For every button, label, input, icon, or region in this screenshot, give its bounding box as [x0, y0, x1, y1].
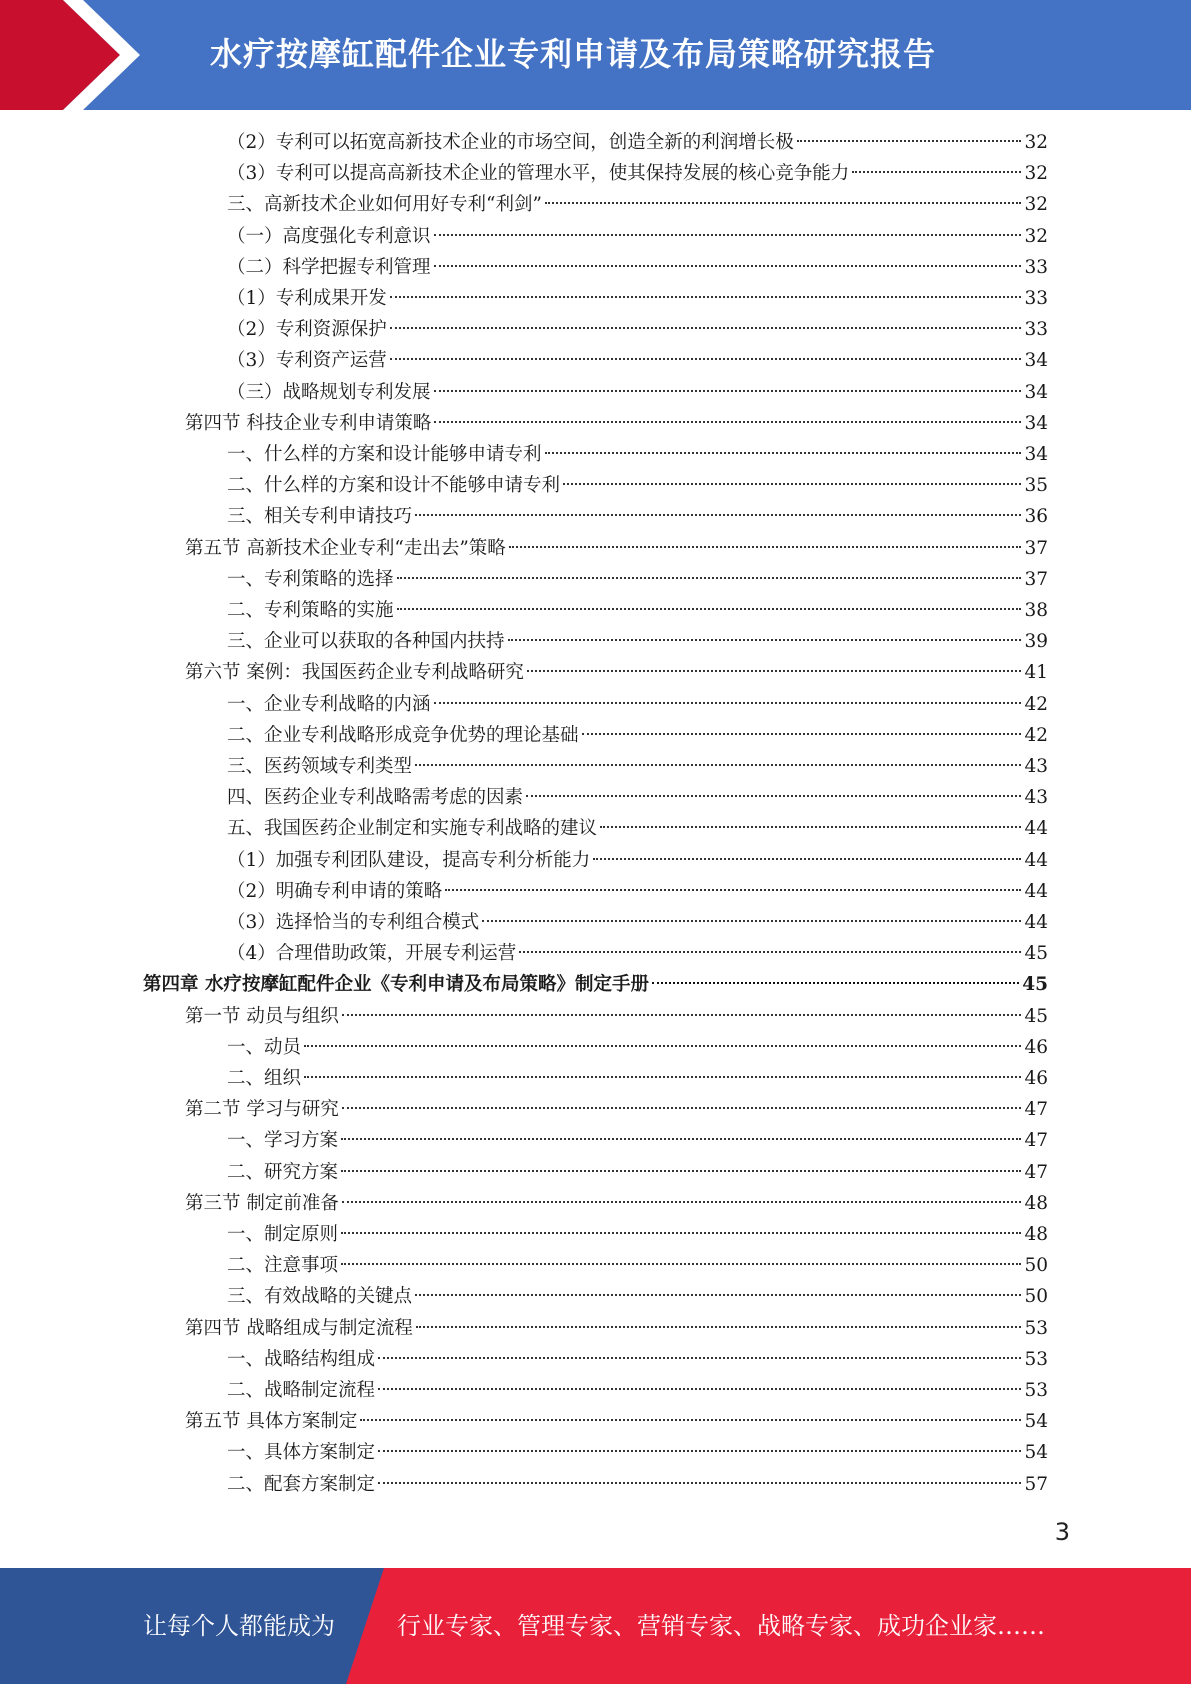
toc-dot-leader — [434, 390, 1022, 392]
toc-chapter-entry[interactable] — [143, 969, 1048, 1000]
toc-entry-page: 54 — [1024, 1442, 1048, 1464]
toc-entry[interactable] — [227, 689, 1048, 720]
toc-dot-leader — [341, 1170, 1021, 1172]
toc-dot-leader — [852, 171, 1021, 173]
toc-entry-label: （2）专利资源保护 — [227, 319, 387, 341]
toc-entry-page: 32 — [1024, 163, 1048, 185]
toc-entry-label: （2）明确专利申请的策略 — [227, 880, 443, 902]
toc-entry-page: 43 — [1024, 787, 1048, 809]
toc-entry[interactable] — [227, 564, 1048, 595]
toc-entry-page: 33 — [1024, 288, 1048, 309]
toc-entry-label: （一）高度强化专利意识 — [227, 225, 431, 247]
toc-entry-page: 32 — [1024, 132, 1048, 153]
toc-entry[interactable] — [227, 1469, 1048, 1500]
toc-entry[interactable] — [185, 1001, 1048, 1032]
toc-entry-label: 二、配套方案制定 — [227, 1473, 376, 1495]
toc-dot-leader — [390, 296, 1022, 298]
toc-dot-leader — [652, 982, 1019, 984]
toc-entry-label: 二、战略制定流程 — [227, 1380, 376, 1401]
toc-entry-label: （4）合理借助政策，开展专利运营 — [227, 943, 517, 965]
toc-entry[interactable] — [227, 1063, 1048, 1094]
toc-entry-page: 33 — [1024, 319, 1048, 341]
toc-entry-label: 第四节 战略组成与制定流程 — [185, 1317, 413, 1339]
toc-entry[interactable] — [227, 845, 1048, 876]
toc-entry-label: （3）选择恰当的专利组合模式 — [227, 912, 480, 933]
toc-dot-leader — [360, 1419, 1021, 1421]
toc-entry-page: 48 — [1024, 1224, 1048, 1245]
toc-entry-label: 三、有效战略的关键点 — [227, 1286, 413, 1308]
toc-entry-label: 一、动员 — [227, 1036, 302, 1058]
toc-entry-page: 50 — [1024, 1255, 1048, 1277]
toc-entry[interactable] — [227, 221, 1048, 252]
toc-entry-page: 44 — [1024, 818, 1048, 840]
toc-entry-label: 二、注意事项 — [227, 1255, 339, 1277]
toc-entry-page: 53 — [1024, 1317, 1048, 1339]
toc-entry[interactable] — [227, 439, 1048, 470]
toc-entry-label: 二、什么样的方案和设计不能够申请专利 — [227, 475, 561, 497]
toc-entry-page: 48 — [1024, 1192, 1048, 1214]
toc-entry[interactable] — [227, 1250, 1048, 1281]
toc-dot-leader — [378, 1482, 1021, 1484]
toc-dot-leader — [342, 1107, 1022, 1109]
toc-entry-page: 32 — [1024, 194, 1048, 216]
toc-entry[interactable] — [227, 751, 1048, 782]
toc-entry-page: 37 — [1024, 537, 1048, 559]
toc-entry[interactable] — [227, 158, 1048, 189]
toc-entry-label: （2）专利可以拓宽高新技术企业的市场空间，创造全新的利润增长极 — [227, 132, 794, 153]
toc-entry-label: 一、什么样的方案和设计能够申请专利 — [227, 444, 542, 465]
toc-dot-leader — [797, 140, 1022, 142]
toc-entry[interactable] — [227, 1344, 1048, 1375]
toc-entry-label: 第四节 科技企业专利申请策略 — [185, 412, 432, 434]
report-title: 水疗按摩缸配件企业专利申请及布局策略研究报告 — [210, 35, 937, 73]
toc-entry[interactable] — [227, 626, 1048, 657]
toc-entry-page: 36 — [1024, 506, 1048, 528]
toc-entry-label: （三）战略规划专利发展 — [227, 381, 431, 403]
toc-entry[interactable] — [185, 1313, 1048, 1344]
toc-dot-leader — [341, 1263, 1021, 1265]
toc-entry-label: 一、制定原则 — [227, 1224, 339, 1245]
toc-entry-label: （3）专利资产运营 — [227, 350, 387, 372]
toc-dot-leader — [600, 826, 1021, 828]
header-arrow-decoration — [0, 0, 160, 110]
toc-entry[interactable] — [227, 1375, 1048, 1406]
toc-entry-page: 46 — [1024, 1068, 1048, 1089]
toc-dot-leader — [415, 764, 1021, 766]
toc-entry-page: 34 — [1024, 350, 1048, 372]
toc-entry[interactable] — [227, 782, 1048, 813]
toc-entry[interactable] — [185, 657, 1048, 688]
toc-entry-label: 一、战略结构组成 — [227, 1348, 376, 1370]
toc-dot-leader — [378, 1357, 1021, 1359]
toc-entry-label: 二、企业专利战略形成竞争优势的理论基础 — [227, 724, 579, 746]
toc-entry-page: 53 — [1024, 1380, 1048, 1401]
toc-entry[interactable] — [185, 1188, 1048, 1219]
toc-entry-page: 45 — [1024, 943, 1048, 965]
toc-entry-page: 32 — [1024, 225, 1048, 247]
toc-entry[interactable] — [227, 1281, 1048, 1312]
toc-dot-leader — [434, 421, 1021, 423]
toc-entry[interactable] — [227, 345, 1048, 376]
page-footer — [0, 1568, 1191, 1684]
toc-entry-page: 47 — [1024, 1130, 1048, 1152]
toc-entry[interactable] — [227, 1437, 1048, 1468]
toc-entry-page: 45 — [1022, 974, 1048, 996]
toc-dot-leader — [341, 1232, 1021, 1234]
toc-entry[interactable] — [227, 1157, 1048, 1188]
toc-entry[interactable] — [185, 408, 1048, 439]
toc-entry[interactable] — [227, 720, 1048, 751]
toc-dot-leader — [416, 1326, 1022, 1328]
toc-entry-label: 二、专利策略的实施 — [227, 600, 394, 621]
toc-entry[interactable] — [227, 314, 1048, 345]
toc-entry-page: 42 — [1024, 693, 1048, 715]
toc-entry[interactable] — [227, 283, 1048, 314]
toc-entry-page: 54 — [1024, 1411, 1048, 1433]
toc-dot-leader — [397, 577, 1022, 579]
toc-entry[interactable] — [227, 189, 1048, 220]
footer-slogan-left: 让每个人都能成为 — [143, 1612, 335, 1640]
toc-entry[interactable] — [227, 907, 1048, 938]
toc-entry[interactable] — [227, 1219, 1048, 1250]
toc-dot-leader — [304, 1076, 1021, 1078]
toc-entry-label: 第五节 高新技术企业专利“走出去”策略 — [185, 537, 506, 559]
toc-entry-label: 第六节 案例：我国医药企业专利战略研究 — [185, 662, 524, 684]
toc-entry-page: 53 — [1024, 1348, 1048, 1370]
toc-dot-leader — [415, 1294, 1021, 1296]
toc-entry-label: 一、学习方案 — [227, 1130, 339, 1152]
toc-entry-label: 二、组织 — [227, 1068, 302, 1089]
toc-dot-leader — [397, 608, 1022, 610]
toc-entry[interactable] — [227, 1125, 1048, 1156]
toc-entry-label: 第二节 学习与研究 — [185, 1099, 339, 1121]
page-header — [0, 0, 1191, 110]
toc-entry-label: 一、专利策略的选择 — [227, 568, 394, 590]
toc-dot-leader — [434, 234, 1022, 236]
header-red-chevron — [0, 0, 120, 110]
toc-dot-leader — [593, 858, 1021, 860]
toc-entry-page: 50 — [1024, 1286, 1048, 1308]
toc-entry-label: 三、企业可以获取的各种国内扶持 — [227, 631, 505, 653]
toc-entry-page: 45 — [1024, 1005, 1048, 1027]
footer-slogan-right: 行业专家、管理专家、营销专家、战略专家、成功企业家…… — [397, 1612, 1045, 1640]
toc-dot-leader — [342, 1014, 1022, 1016]
toc-entry-label: 一、具体方案制定 — [227, 1442, 376, 1464]
toc-entry-page: 34 — [1024, 381, 1048, 403]
toc-entry-page: 34 — [1024, 412, 1048, 434]
page-number: 3 — [1054, 1518, 1070, 1546]
toc-entry-page: 42 — [1024, 724, 1048, 746]
toc-entry-page: 44 — [1024, 849, 1048, 871]
toc-entry-page: 35 — [1024, 475, 1048, 497]
toc-entry-label: 第三节 制定前准备 — [185, 1192, 339, 1214]
toc-dot-leader — [445, 889, 1021, 891]
toc-entry-page: 33 — [1024, 256, 1048, 278]
toc-entry-label: （3）专利可以提高高新技术企业的管理水平，使其保持发展的核心竞争能力 — [227, 163, 850, 185]
toc-entry-label: 二、研究方案 — [227, 1161, 339, 1183]
toc-dot-leader — [563, 483, 1021, 485]
toc-entry[interactable] — [227, 813, 1048, 844]
toc-entry-page: 39 — [1024, 631, 1048, 653]
toc-entry[interactable] — [227, 595, 1048, 626]
toc-entry-page: 57 — [1024, 1473, 1048, 1495]
toc-entry-label: 三、高新技术企业如何用好专利“利剑” — [227, 194, 542, 216]
toc-entry-label: 一、企业专利战略的内涵 — [227, 693, 431, 715]
toc-entry-label: 五、我国医药企业制定和实施专利战略的建议 — [227, 818, 598, 840]
toc-entry[interactable] — [185, 1094, 1048, 1125]
toc-dot-leader — [390, 358, 1022, 360]
toc-entry-page: 44 — [1024, 880, 1048, 902]
toc-dot-leader — [509, 546, 1022, 548]
toc-dot-leader — [508, 639, 1022, 641]
toc-entry-page: 37 — [1024, 568, 1048, 590]
toc-entry[interactable] — [227, 938, 1048, 969]
toc-entry-page: 47 — [1024, 1099, 1048, 1121]
toc-dot-leader — [482, 920, 1021, 922]
toc-entry-page: 46 — [1024, 1036, 1048, 1058]
toc-dot-leader — [378, 1450, 1021, 1452]
toc-entry-page: 38 — [1024, 600, 1048, 621]
toc-dot-leader — [582, 733, 1022, 735]
toc-entry-page: 34 — [1024, 444, 1048, 465]
toc-entry-label: 三、医药领域专利类型 — [227, 756, 413, 777]
toc-entry-label: 四、医药企业专利战略需考虑的因素 — [227, 787, 524, 809]
toc-entry[interactable] — [227, 252, 1048, 283]
toc-entry-label: （1）加强专利团队建设，提高专利分析能力 — [227, 849, 591, 871]
toc-entry[interactable] — [227, 127, 1048, 158]
toc-entry-page: 47 — [1024, 1161, 1048, 1183]
toc-entry[interactable] — [227, 876, 1048, 907]
toc-dot-leader — [341, 1138, 1021, 1140]
toc-dot-leader — [378, 1388, 1021, 1390]
toc-dot-leader — [434, 265, 1022, 267]
toc-entry-label: （二）科学把握专利管理 — [227, 256, 431, 278]
toc-dot-leader — [519, 951, 1021, 953]
toc-entry[interactable] — [227, 501, 1048, 532]
toc-dot-leader — [526, 795, 1021, 797]
toc-entry[interactable] — [185, 533, 1048, 564]
toc-entry[interactable] — [227, 470, 1048, 501]
toc-dot-leader — [527, 670, 1022, 672]
toc-entry[interactable] — [227, 1032, 1048, 1063]
toc-dot-leader — [390, 327, 1022, 329]
toc-dot-leader — [434, 702, 1022, 704]
toc-dot-leader — [304, 1045, 1021, 1047]
toc-entry-page: 43 — [1024, 756, 1048, 777]
toc-dot-leader — [415, 514, 1021, 516]
toc-entry-label: 第五节 具体方案制定 — [185, 1411, 358, 1433]
toc-dot-leader — [545, 202, 1022, 204]
toc-dot-leader — [545, 452, 1022, 454]
toc-entry[interactable] — [227, 377, 1048, 408]
toc-entry-label: （1）专利成果开发 — [227, 288, 387, 309]
toc-entry-label: 三、相关专利申请技巧 — [227, 506, 413, 528]
toc-entry[interactable] — [185, 1406, 1048, 1437]
toc-entry-page: 44 — [1024, 912, 1048, 933]
toc-entry-label: 第四章 水疗按摩缸配件企业《专利申请及布局策略》制定手册 — [143, 974, 649, 996]
toc-entry-page: 41 — [1024, 662, 1048, 684]
toc-dot-leader — [342, 1201, 1022, 1203]
toc-entry-label: 第一节 动员与组织 — [185, 1005, 339, 1027]
